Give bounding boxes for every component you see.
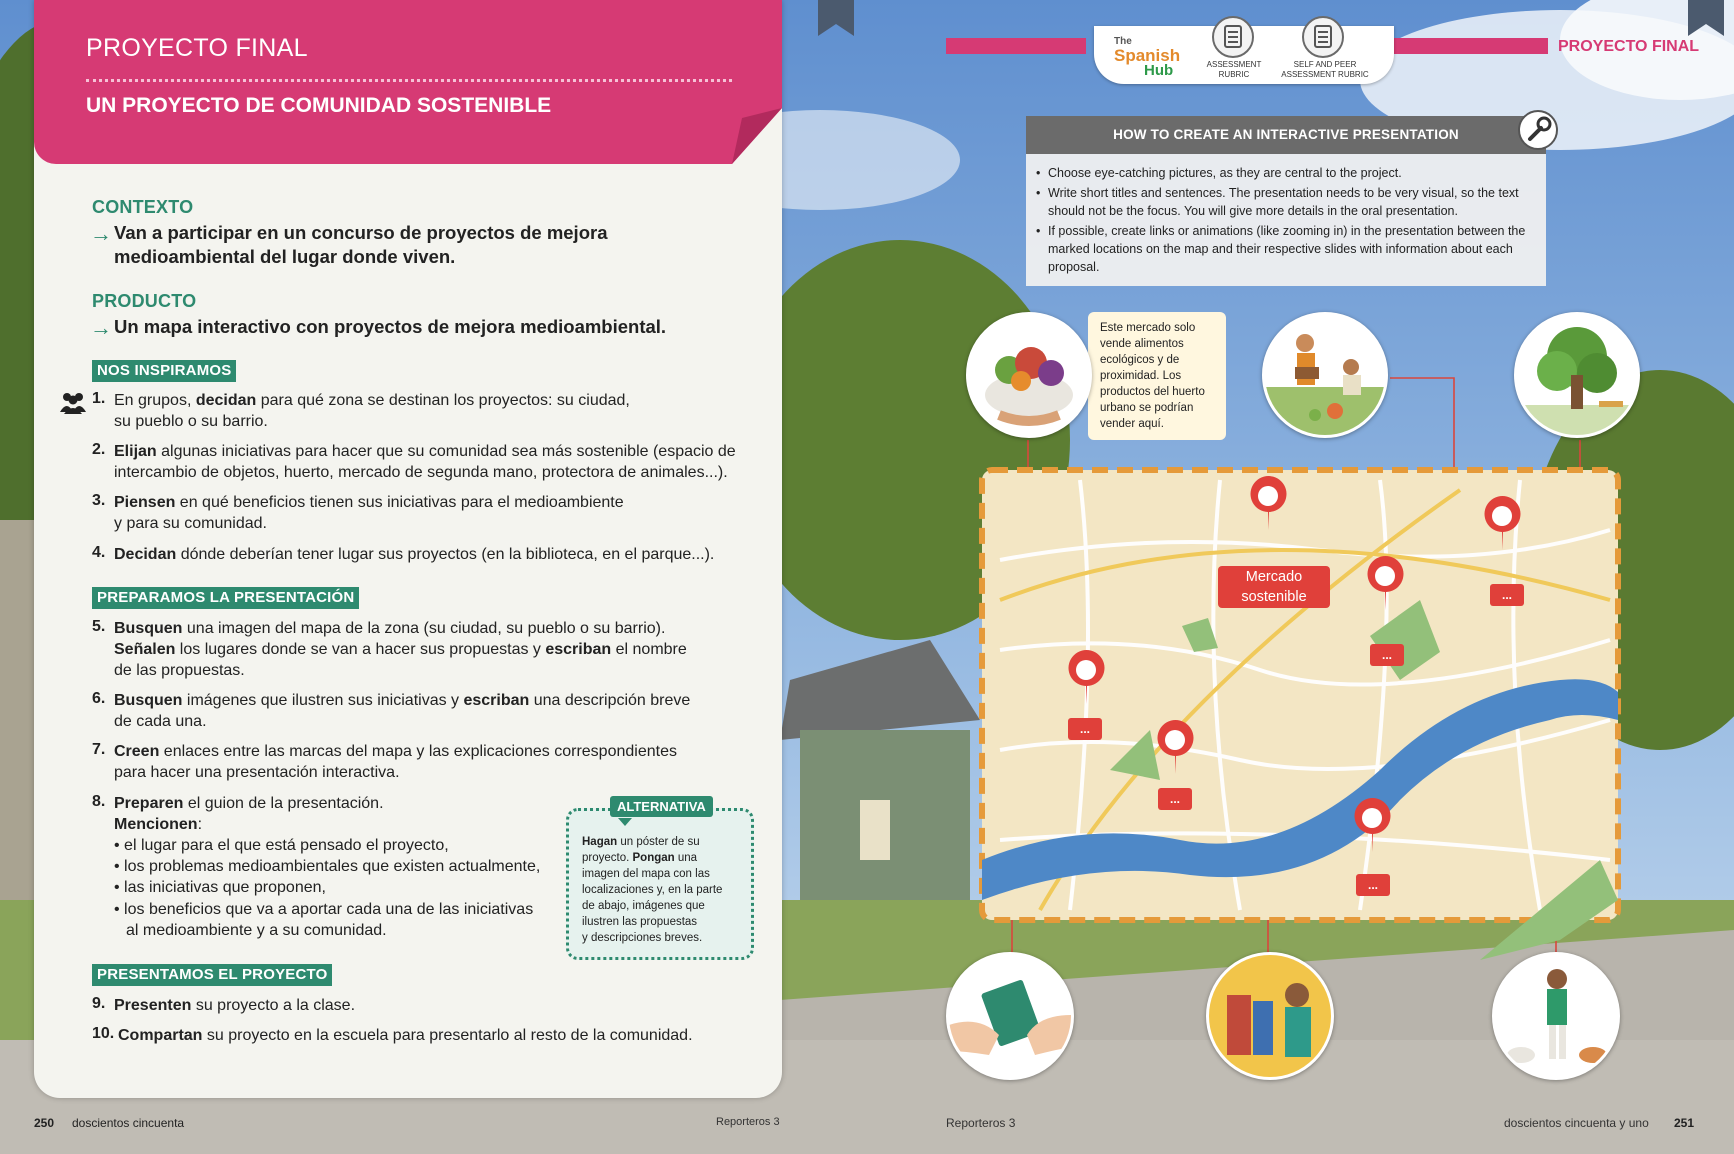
header-divider: [86, 79, 732, 82]
producto-label: PRODUCTO: [92, 291, 197, 311]
section-title: PROYECTO FINAL: [1558, 38, 1700, 55]
page-fold-corner: [732, 108, 782, 164]
howto-item: • Write short titles and sentences. The presentation needs to be very visual, so the text should not be the focus. You will give more details in the oral presentation.: [1036, 184, 1536, 220]
bullet-item: • el lugar para el que está pensado el proyecto,: [114, 837, 449, 854]
map-pin-label[interactable]: ...: [1158, 788, 1192, 810]
item-5-line1: Busquen una imagen del mapa de la zona (su ciudad, su pueblo o su barrio).: [114, 620, 666, 637]
bullet-item: • los problemas medioambientales que existen actualmente,: [114, 858, 541, 875]
preparamos-tag: PREPARAMOS LA PRESENTACIÓN: [92, 587, 359, 609]
item-number: 10.: [92, 1025, 115, 1042]
howto-title: HOW TO CREATE AN INTERACTIVE PRESENTATION: [1026, 116, 1546, 154]
group-icon: [60, 392, 86, 414]
howto-item: • Choose eye-catching pictures, as they are central to the project.: [1036, 164, 1536, 182]
arrow-icon: →: [90, 221, 112, 246]
item-2-line2: intercambio de objetos, huerto, mercado de segunda mano, protectora de animales...).: [114, 464, 728, 481]
map-pin-label[interactable]: ...: [1068, 718, 1102, 740]
item-1-line2: su pueblo o su barrio.: [114, 413, 268, 430]
alternativa-tag: ALTERNATIVA: [610, 796, 713, 817]
item-2-line1: Elijan algunas iniciativas para hacer que su comunidad sea más sostenible (espacio de: [114, 443, 736, 460]
item-4-line1: Decidan dónde deberían tener lugar sus proyectos (en la biblioteca, en el parque...).: [114, 546, 715, 563]
page-number-words: doscientos cincuenta: [72, 1116, 185, 1130]
item-6-line1: Busquen imágenes que ilustren sus iniciativas y escriban una descripción breve: [114, 692, 691, 709]
tree-park-illustration[interactable]: [1514, 312, 1640, 438]
bullet-item: • los beneficios que va a aportar cada una de las iniciativas: [114, 901, 534, 918]
item-3-line1: Piensen en qué beneficios tienen sus iniciativas para el medioambiente: [114, 494, 624, 511]
urban-garden-illustration[interactable]: [1262, 312, 1388, 438]
mercado-sostenible-label[interactable]: Mercado sostenible: [1218, 566, 1330, 608]
item-6-line2: de cada una.: [114, 713, 207, 730]
item-number: 2.: [92, 441, 106, 458]
map-pin-label[interactable]: ...: [1370, 644, 1404, 666]
spanish-hub-logo: Spanish: [1114, 46, 1181, 65]
contexto-line2: medioambiental del lugar donde viven.: [114, 246, 456, 267]
page-number: 250: [34, 1116, 55, 1130]
item-5-line3: de las propuestas.: [114, 662, 245, 679]
item-number: 4.: [92, 544, 106, 561]
item-number: 1.: [92, 390, 106, 407]
bullet-continuation: al medioambiente y a su comunidad.: [126, 922, 387, 939]
second-hand-market-illustration[interactable]: [1206, 952, 1334, 1080]
vegetables-basket-illustration[interactable]: [966, 312, 1092, 438]
page-title: PROYECTO FINAL: [86, 34, 308, 62]
book-title: Reporteros 3: [716, 1116, 780, 1128]
spanish-hub-logo: Hub: [1144, 62, 1174, 79]
page-subtitle: UN PROYECTO DE COMUNIDAD SOSTENIBLE: [86, 94, 552, 117]
page-number: 251: [1674, 1116, 1695, 1130]
page-number-words: doscientos cincuenta y uno: [1504, 1116, 1649, 1130]
item-5-line2: Señalen los lugares donde se van a hacer sus propuestas y escriban el nombre: [114, 641, 687, 658]
alternativa-tag-pointer: [618, 818, 632, 826]
market-note-text: Este mercado solo vende alimentos ecológicos y de proximidad. Los productos del huerto urbano se podrían vender aquí.: [1100, 322, 1205, 430]
arrow-icon: →: [90, 315, 112, 340]
bullet-item: • las iniciativas que proponen,: [114, 879, 326, 896]
item-10-line1: Compartan su proyecto en la escuela para presentarlo al resto de la comunidad.: [118, 1027, 693, 1044]
assessment-rubric-link[interactable]: ASSESSMENT RUBRIC: [1206, 60, 1262, 79]
howto-item: • If possible, create links or animations (like zooming in) in the presentation between the marked locations on the map and their respective slides with information about each proposal.: [1036, 222, 1536, 276]
item-1-line1: En grupos, decidan para qué zona se destinan los proyectos: su ciudad,: [114, 392, 630, 409]
book-exchange-illustration[interactable]: [946, 952, 1074, 1080]
item-number: 3.: [92, 492, 106, 509]
map-pin-label[interactable]: ...: [1490, 584, 1524, 606]
item-9-line1: Presenten su proyecto a la clase.: [114, 997, 356, 1014]
item-number: 8.: [92, 793, 106, 810]
bookmark-ribbon: [818, 0, 854, 36]
document-icon[interactable]: [1302, 16, 1344, 58]
contexto-line1: Van a participar en un concurso de proyectos de mejora: [114, 222, 608, 243]
header-bar: [1392, 38, 1548, 54]
item-8-mention: Mencionen:: [114, 816, 203, 833]
book-title: Reporteros 3: [946, 1116, 1016, 1130]
nos-inspiramos-tag: NOS INSPIRAMOS: [92, 360, 236, 382]
header-bar: [946, 38, 1086, 54]
howto-list: [1036, 164, 1536, 278]
spanish-hub-logo: The: [1114, 36, 1132, 47]
producto-text: Un mapa interactivo con proyectos de mejora medioambiental.: [114, 316, 667, 337]
header-band: [34, 0, 782, 164]
document-icon[interactable]: [1212, 16, 1254, 58]
item-number: 5.: [92, 618, 106, 635]
bookmark-ribbon: [1688, 0, 1724, 36]
item-number: 9.: [92, 995, 106, 1012]
item-8-line1: Preparen el guion de la presentación.: [114, 795, 384, 812]
alternativa-text: Hagan un póster de su proyecto. Pongan una imagen del mapa con las localizaciones y, en la parte de abajo, imágenes que ilustren las propuestas y descripciones breves.: [582, 836, 723, 944]
wrench-icon: [1518, 110, 1558, 150]
item-number: 7.: [92, 741, 106, 758]
contexto-label: CONTEXTO: [92, 197, 194, 217]
map-pin-label[interactable]: ...: [1356, 874, 1390, 896]
item-7-line2: para hacer una presentación interactiva.: [114, 764, 400, 781]
item-7-line1: Creen enlaces entre las marcas del mapa y las explicaciones correspondientes: [114, 743, 677, 760]
presentamos-tag: PRESENTAMOS EL PROYECTO: [92, 964, 332, 986]
self-peer-rubric-link[interactable]: SELF AND PEER ASSESSMENT RUBRIC: [1281, 60, 1369, 79]
item-3-line2: y para su comunidad.: [114, 515, 267, 532]
item-number: 6.: [92, 690, 106, 707]
animal-shelter-illustration[interactable]: [1492, 952, 1620, 1080]
